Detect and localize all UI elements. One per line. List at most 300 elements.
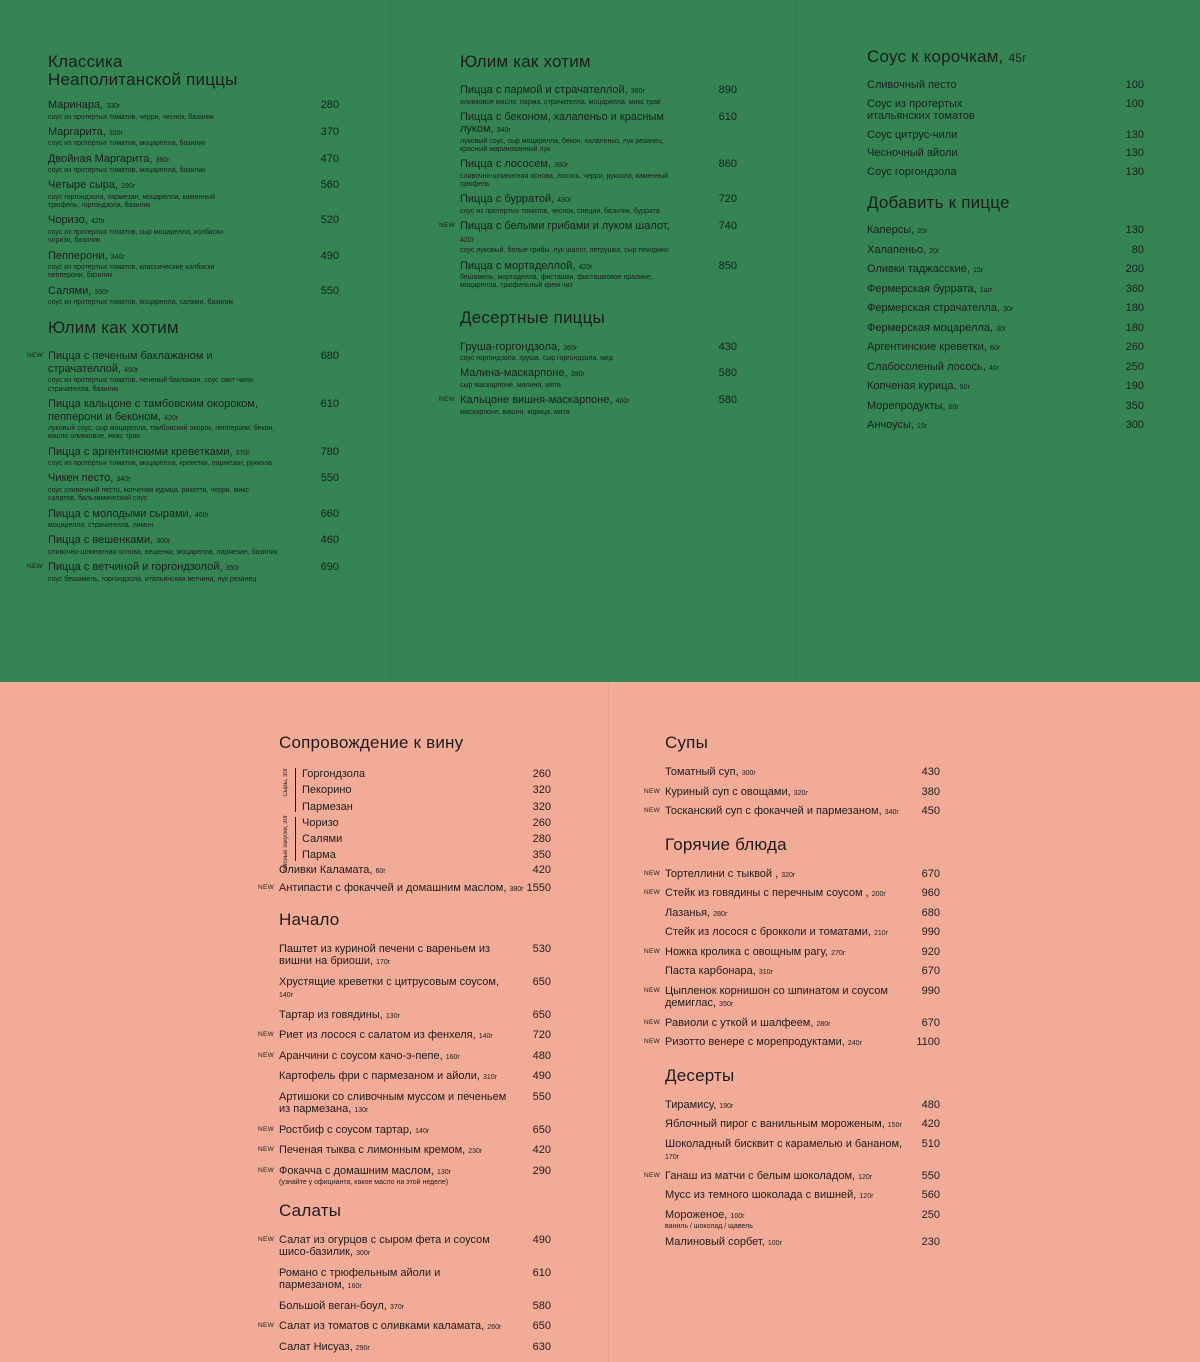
item-weight: 420г — [90, 218, 106, 226]
item-price: 130 — [1125, 128, 1144, 141]
item-price: 490 — [320, 249, 339, 262]
column-soups — [644, 733, 940, 1256]
section-title-desserts: Десерты — [665, 1065, 735, 1085]
menu-item — [48, 250, 339, 281]
item-name: Чесночный айоли — [867, 147, 958, 159]
item-name-line — [48, 508, 263, 523]
item-price: 80 — [1131, 243, 1144, 256]
item-name: Чоризо — [302, 816, 339, 829]
item-price: 650 — [532, 975, 551, 988]
item-price: 560 — [320, 179, 339, 192]
item-name-line — [48, 179, 238, 194]
menu-item — [644, 887, 940, 902]
item-price: 650 — [532, 1320, 551, 1333]
title-line: Классика — [48, 52, 123, 71]
menu-item — [258, 1233, 551, 1261]
menu-item — [665, 1099, 940, 1114]
new-badge: NEW — [644, 1171, 661, 1179]
new-badge: NEW — [258, 1146, 275, 1154]
menu-item — [48, 398, 339, 442]
menu-item — [302, 782, 551, 798]
item-description: сливочно-шпинатная основа, вешенки, моцарелла, пармезан, базилик — [48, 548, 278, 556]
item-price: 650 — [532, 1123, 551, 1136]
item-name-line — [460, 84, 675, 99]
item-weight: 130г — [354, 1107, 369, 1115]
menu-item — [48, 446, 339, 469]
new-badge: NEW — [644, 787, 661, 795]
item-name-line — [279, 1009, 507, 1024]
item-name: Двойная Маргарита, — [48, 152, 153, 165]
item-weight: 460г — [194, 511, 210, 519]
item-weight: 450г — [124, 366, 139, 374]
item-name: Тосканский суп с фокаччей и пармезаном, — [665, 805, 882, 817]
item-price: 720 — [718, 193, 737, 206]
item-weight: 280г — [816, 1020, 831, 1028]
item-name-line — [48, 250, 238, 265]
item-price: 260 — [532, 816, 551, 829]
item-price: 660 — [320, 507, 339, 520]
item-price: 350 — [1125, 399, 1144, 412]
menu-item — [302, 831, 551, 847]
item-name-line — [867, 244, 1067, 259]
item-description: соус из протертых томатов, черри, чеснок, базилик — [48, 113, 215, 121]
menu-item — [48, 534, 339, 557]
item-weight: 100г — [730, 1212, 745, 1220]
item-weight: 170г — [376, 959, 391, 967]
item-name-line — [867, 166, 977, 179]
item-price: 130 — [1125, 224, 1144, 236]
item-name: Стейк из лосося с брокколи и томатами, — [665, 926, 871, 938]
item-description: маскарпоне, вишня, корица, мята — [460, 408, 570, 416]
new-badge: NEW — [644, 947, 661, 955]
item-name-line — [279, 1070, 507, 1085]
item-weight: 340г — [496, 127, 511, 135]
item-price: 550 — [532, 1090, 551, 1103]
item-price: 960 — [921, 887, 940, 899]
item-name: Салями, — [48, 284, 92, 297]
yulim-list — [27, 350, 339, 583]
item-weight: 230г — [468, 1148, 483, 1156]
item-name-line — [867, 341, 1067, 356]
menu-item — [302, 847, 551, 863]
menu-item — [258, 1320, 551, 1335]
item-price: 300 — [1125, 419, 1144, 431]
item-name: Копченая курица, — [867, 380, 957, 392]
menu-item — [258, 1144, 551, 1159]
item-price: 450 — [921, 805, 940, 817]
salads-list — [258, 1233, 551, 1356]
menu-item — [644, 867, 940, 883]
item-name: Романо с трюфельным айоли и пармезаном, — [279, 1266, 441, 1292]
item-name-line — [460, 367, 675, 382]
item-price: 130 — [1125, 165, 1144, 178]
menu-item — [279, 1341, 551, 1356]
item-name-line — [665, 766, 915, 781]
item-price: 630 — [532, 1340, 551, 1353]
item-name-line — [48, 446, 263, 461]
item-name-line — [460, 341, 675, 356]
item-name: Салат из томатов с оливками каламата, — [279, 1320, 485, 1333]
item-name-line — [279, 943, 507, 970]
item-name-line — [665, 965, 900, 980]
item-description: (узнайте у официанта, какое масло на этой неделе) — [279, 1179, 449, 1187]
new-badge: NEW — [258, 1322, 275, 1330]
item-description: соус луковый, белые грибы, лук шалот, петрушка, сыр пекорино — [460, 247, 669, 255]
column-classic — [27, 52, 339, 588]
item-name-line — [48, 285, 238, 300]
item-price: 990 — [921, 926, 940, 938]
item-price: 420 — [532, 863, 551, 876]
column-yulim-2 — [439, 52, 737, 421]
item-name: Груша-горгондзола, — [460, 340, 561, 353]
item-description: сливочно-шпинатная основа, лосось, черри, руккола, каменный трюфель — [460, 172, 669, 189]
item-weight: 280г — [713, 910, 728, 918]
item-price: 380 — [921, 785, 940, 798]
item-weight: 300г — [156, 538, 171, 546]
item-price: 320 — [532, 800, 551, 813]
menu-item — [644, 805, 940, 820]
item-price: 250 — [1125, 360, 1144, 373]
menu-item — [867, 79, 1144, 92]
item-weight: 40г — [988, 364, 1000, 372]
cheese-group — [279, 766, 551, 815]
item-name: Горгондзола — [302, 768, 366, 780]
item-description: луковый соус, сыр моцарелла, бекон, халапеньо, лук резанец, красный маринованный лук — [460, 137, 664, 154]
new-badge: NEW — [439, 222, 456, 230]
new-badge: NEW — [644, 1018, 661, 1026]
item-price: 510 — [921, 1137, 940, 1150]
item-weight: 60г — [375, 867, 386, 875]
item-name: Пицца с ветчиной и горгондзолой, — [48, 561, 223, 574]
item-description: соус из протертых томатов, классические колбаски пепперони, базилик — [48, 264, 215, 280]
menu-item — [867, 224, 1144, 239]
item-weight: 370г — [389, 1303, 405, 1311]
item-name-line — [665, 868, 900, 883]
item-name-line — [665, 1209, 915, 1224]
item-price: 990 — [921, 984, 940, 997]
item-price: 350 — [532, 849, 551, 862]
menu-item — [644, 984, 940, 1012]
item-description: соус из протертых томатов, сыр моцарелла, колбаски чоризо, базилик — [48, 228, 224, 245]
item-name: Морепродукты, — [867, 399, 946, 412]
section-title-yulim: Юлим как хотим — [48, 318, 179, 338]
item-name: Тирамису, — [665, 1098, 717, 1111]
item-name: Соус цитрус-чили — [867, 128, 958, 141]
menu-item — [460, 341, 737, 364]
title-line: Неаполитанской пиццы — [48, 70, 238, 89]
item-name-line — [48, 126, 238, 141]
item-weight: 420г — [578, 263, 593, 271]
item-price: 130 — [1125, 147, 1144, 159]
item-name-line — [279, 1234, 507, 1261]
item-price: 690 — [320, 561, 339, 574]
divider — [295, 817, 296, 861]
item-name: Яблочный пирог с ванильным мороженым, — [665, 1118, 885, 1130]
item-name: Пармезан — [302, 800, 353, 813]
item-name: Анчоусы, — [867, 419, 914, 431]
item-name: Слабосоленый лосось, — [867, 360, 986, 373]
item-name: Сливочный песто — [867, 79, 957, 91]
menu-item — [867, 380, 1144, 395]
item-name-line — [867, 79, 977, 92]
item-name-line — [48, 472, 263, 487]
item-price: 920 — [921, 945, 940, 958]
item-name-line — [48, 99, 238, 114]
item-name-line — [48, 534, 263, 549]
item-name-line — [460, 220, 675, 247]
meat-label: Мясные закуски, 30г — [283, 814, 289, 872]
item-name: Пицца с лососем, — [460, 158, 552, 171]
section-title-sauce — [867, 48, 1144, 67]
item-name: Парма — [302, 849, 336, 862]
item-price: 850 — [718, 259, 737, 272]
section-title-wine: Сопровождение к вину — [279, 733, 464, 752]
menu-item — [665, 766, 940, 781]
item-weight: 270г — [831, 949, 846, 957]
item-weight: 15г — [972, 267, 984, 274]
item-name-line — [279, 882, 529, 897]
item-name-line — [279, 1341, 507, 1356]
item-name: Картофель фри с пармезаном и айоли, — [279, 1070, 480, 1083]
menu-item — [867, 147, 1144, 160]
sauce-title: Соус к корочкам, — [867, 47, 1004, 66]
item-name: Большой веган-боул, — [279, 1299, 387, 1312]
item-name: Салат из огурцов с сыром фета и соусом шисо-базилик, — [279, 1233, 490, 1259]
item-name-line — [665, 985, 900, 1012]
menu-item — [258, 1164, 551, 1188]
item-name-line — [279, 864, 529, 879]
item-weight: 300г — [741, 770, 756, 777]
item-weight: 370г — [235, 449, 250, 457]
desserts-list — [644, 1098, 940, 1251]
item-weight: 30г — [996, 325, 1007, 333]
item-price: 490 — [532, 1070, 551, 1083]
menu-item — [48, 508, 339, 531]
item-name-line — [665, 926, 900, 941]
menu-item — [279, 943, 551, 970]
section-title-dessert-pizza: Десертные пиццы — [460, 307, 605, 327]
item-price: 580 — [718, 394, 737, 407]
menu-item — [302, 815, 551, 831]
item-description: соус из протертых томатов, чеснок, специи, базилик, буррата — [460, 207, 660, 215]
item-weight: 390г — [554, 162, 569, 170]
item-name: Оливки Каламата, — [279, 863, 373, 876]
item-name: Стейк из говядины с перечным соусом , — [665, 887, 869, 899]
item-description: соус из протертых томатов, моцарелла, салями, базилик — [48, 299, 234, 307]
item-name-line — [867, 400, 1067, 415]
item-weight: 350г — [225, 565, 240, 573]
column-sauces — [867, 48, 1144, 439]
item-description: соус из протертых томатов, моцарелла, базилик — [48, 167, 206, 175]
item-name-line — [665, 1138, 915, 1165]
section-title-addons: Добавить к пицце — [867, 193, 1010, 212]
menu-item — [460, 367, 737, 390]
item-name: Пекорино — [302, 784, 352, 797]
item-name: Маринара, — [48, 99, 104, 111]
item-name-line — [279, 1300, 507, 1315]
item-name-line — [460, 394, 675, 409]
menu-item — [48, 126, 339, 149]
item-name: Фермерская буррата, — [867, 282, 977, 295]
menu-item — [48, 153, 339, 176]
item-price: 670 — [921, 1016, 940, 1029]
wine-list — [258, 863, 551, 897]
item-price: 650 — [532, 1008, 551, 1021]
item-name-line — [867, 419, 1067, 434]
item-name: Каперсы, — [867, 224, 915, 236]
new-badge: NEW — [439, 396, 456, 404]
menu-item — [48, 285, 339, 308]
item-name: Пицца кальцоне с тамбовским окороком, пепперони и беконом, — [48, 398, 259, 423]
menu-item — [867, 263, 1144, 278]
item-weight: 330г — [106, 103, 121, 110]
item-price: 470 — [320, 152, 339, 165]
item-name: Фокачча с домашним маслом, — [279, 1164, 434, 1177]
item-name: Пицца с аргентинскими креветками, — [48, 445, 233, 458]
item-price: 550 — [320, 284, 339, 297]
item-weight: 60г — [948, 403, 959, 411]
item-name: Куриный суп с овощами, — [665, 785, 791, 798]
menu-item — [279, 1070, 551, 1085]
menu-item — [867, 419, 1144, 434]
item-weight: 15г — [917, 423, 928, 430]
item-name: Пицца с бурратой, — [460, 193, 555, 206]
item-name: Фермерская страчателла, — [867, 302, 1000, 314]
menu-item — [867, 341, 1144, 356]
item-name: Мороженое, — [665, 1208, 728, 1221]
item-description: моцарелла, страчателла, лимон — [48, 522, 154, 530]
menu-item — [644, 1036, 940, 1051]
item-price: 260 — [532, 768, 551, 780]
item-description: сыр маскарпоне, малина, мята — [460, 381, 561, 389]
item-price: 860 — [718, 158, 737, 171]
item-description: ваниль / шоколад / щавель — [665, 1223, 753, 1230]
item-price: 1550 — [526, 882, 551, 895]
item-name: Лазанья, — [665, 906, 711, 919]
new-badge: NEW — [27, 352, 44, 360]
menu-item — [867, 98, 1144, 123]
new-badge: NEW — [644, 807, 661, 814]
item-name: Томатный суп, — [665, 766, 739, 778]
item-name: Чикен песто, — [48, 472, 114, 485]
item-name-line — [48, 153, 238, 168]
item-price: 190 — [1125, 380, 1144, 392]
menu-item — [867, 322, 1144, 337]
item-name-line — [460, 260, 675, 275]
menu-item — [867, 129, 1144, 142]
item-name: Цыпленок корнишон со шпинатом и соусом демиглас, — [665, 984, 888, 1009]
item-price: 360 — [1125, 282, 1144, 295]
menu-item — [302, 799, 551, 815]
item-weight: 360г — [155, 156, 170, 164]
meat-list — [302, 815, 551, 864]
new-badge: NEW — [644, 986, 661, 994]
item-description: соус бешамель, горгондзола, итальянская ветчина, лук резанец — [48, 575, 257, 583]
item-price: 420 — [532, 1144, 551, 1157]
item-name: Салями — [302, 833, 343, 846]
item-price: 480 — [532, 1049, 551, 1062]
item-name-line — [48, 561, 263, 576]
menu-item — [867, 244, 1144, 259]
item-name-line — [279, 1267, 507, 1294]
menu-item — [48, 99, 339, 122]
item-description: оливковое масло, парма, страчателла, моцарелла, микс трав — [460, 98, 661, 106]
item-weight: 300г — [356, 1250, 371, 1258]
addons-list — [867, 224, 1144, 434]
item-name-line — [867, 361, 1067, 376]
item-description: соус из протертых томатов, моцарелла, креветки, пармезан, руккола — [48, 460, 272, 468]
item-price: 550 — [921, 1169, 940, 1182]
item-name-line — [665, 786, 915, 801]
item-weight: 140г — [415, 1127, 430, 1135]
menu-item — [258, 882, 551, 897]
item-name: Пицца с пармой и страчателлой, — [460, 84, 628, 96]
item-name: Аранчини с соусом качо-э-пепе, — [279, 1049, 443, 1062]
item-description: бешамель, мортаделла, фисташки, фисташковое пралине, моцарелла, трюфельный крем чиз — [460, 274, 653, 290]
menu-item — [48, 179, 339, 210]
item-name-line — [279, 1124, 507, 1139]
menu-item — [460, 193, 737, 216]
menu-item — [867, 302, 1144, 317]
item-name-line — [665, 907, 900, 922]
item-weight: 140г — [478, 1033, 493, 1041]
item-price: 460 — [320, 534, 339, 547]
new-badge: NEW — [644, 1038, 661, 1045]
menu-item — [867, 400, 1144, 415]
item-price: 370 — [320, 125, 339, 138]
item-name: Кальцоне вишня-маскарпоне, — [460, 394, 613, 407]
item-weight: 400г — [615, 398, 630, 406]
menu-item — [302, 766, 551, 782]
item-name: Соус горгондзола — [867, 165, 957, 178]
start-list — [258, 942, 551, 1188]
menu-item — [258, 1049, 551, 1065]
item-price: 580 — [718, 367, 737, 380]
item-price: 250 — [921, 1208, 940, 1221]
item-name: Аргентинские креветки, — [867, 341, 987, 353]
new-badge: NEW — [258, 1125, 275, 1133]
item-price: 610 — [718, 110, 737, 123]
item-name-line — [867, 263, 1067, 278]
item-weight: 340г — [110, 253, 125, 261]
item-price: 740 — [718, 220, 737, 233]
item-name-line — [665, 1236, 915, 1251]
item-price: 610 — [532, 1266, 551, 1279]
item-name: Пицца с молодыми сырами, — [48, 507, 192, 520]
item-price: 290 — [532, 1164, 551, 1177]
item-weight: 60г — [989, 345, 1001, 352]
new-badge: NEW — [258, 1031, 275, 1039]
item-name: Артишоки со сливочным муссом и печеньем из пармезана, — [279, 1090, 507, 1116]
item-name-line — [665, 946, 900, 961]
item-name: Пицца с мортаделлой, — [460, 259, 576, 272]
item-weight: 380г — [509, 886, 524, 894]
menu-item — [867, 166, 1144, 179]
item-name: Паштет из куриной печени с вареньем из вишни на бриоши, — [279, 942, 491, 968]
item-price: 100 — [1125, 79, 1144, 91]
item-name: Малина-маскарпоне, — [460, 367, 568, 380]
item-name-line — [867, 283, 1067, 298]
dessert-pizza-list — [439, 340, 737, 417]
item-weight: 430г — [557, 197, 572, 205]
item-weight: 160г — [445, 1053, 460, 1061]
column-wine — [258, 733, 551, 1361]
menu-item — [279, 864, 551, 879]
item-name: Чоризо, — [48, 214, 88, 227]
item-name-line — [665, 805, 915, 820]
item-name: Пицца с вешенками, — [48, 534, 154, 547]
item-name-line — [48, 350, 263, 377]
